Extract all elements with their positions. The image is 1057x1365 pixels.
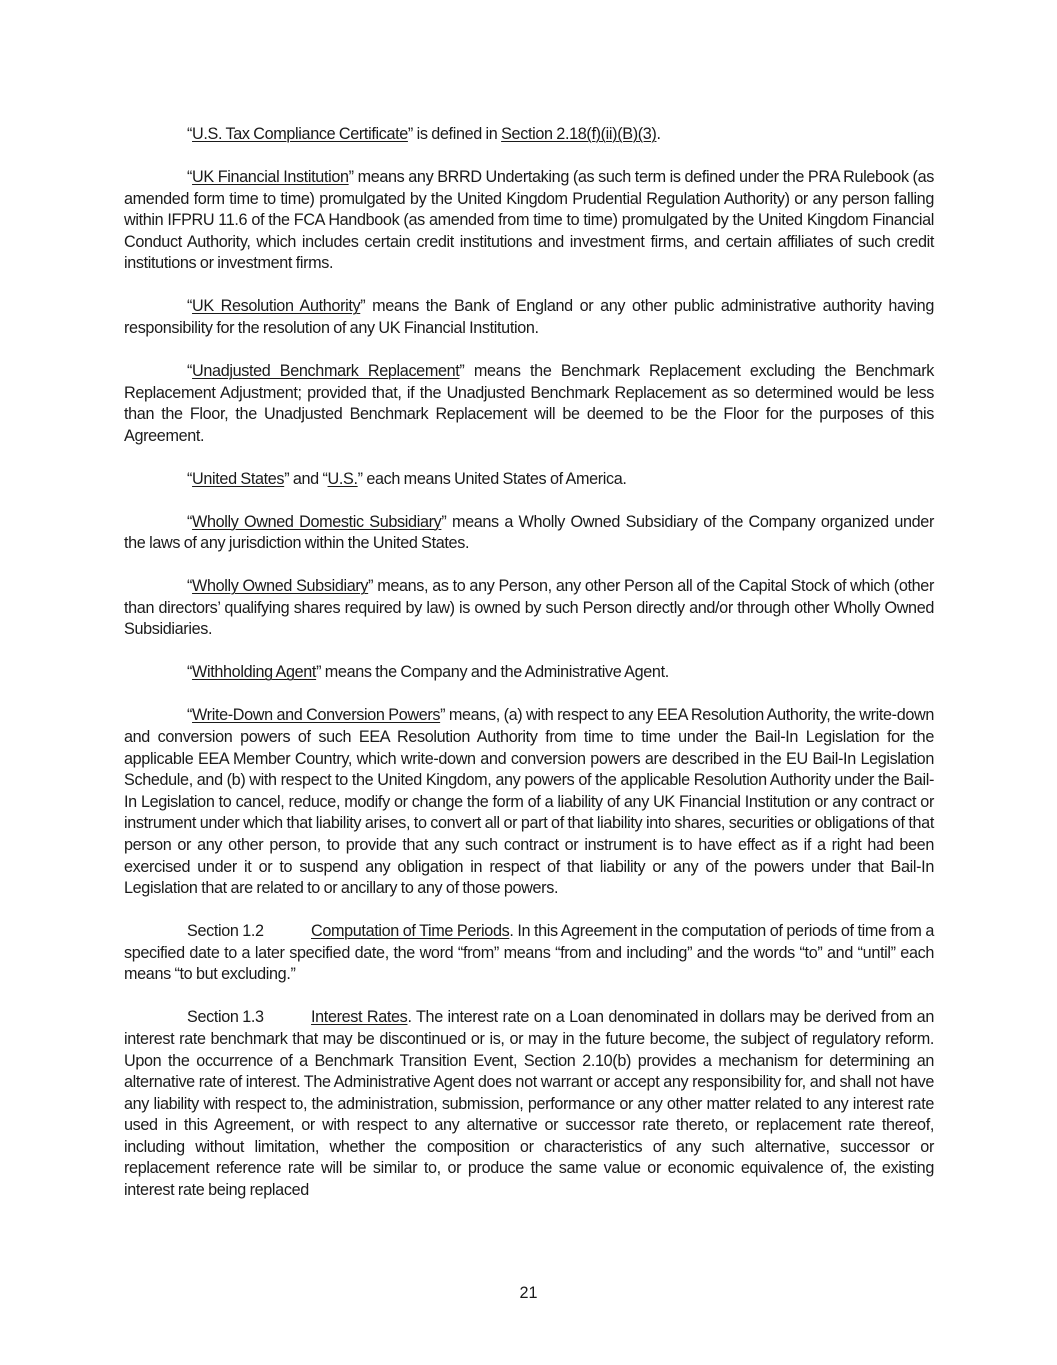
definition-text: . [656,125,661,143]
open-quote: “ [187,297,193,316]
definition-united-states [124,469,934,491]
close-quote: ” [440,706,446,725]
definition-text: means any BRRD Undertaking (as such term is defined under the PRA Rulebook (as amended form time to time) promulgated by the United Kingdom Prudential Regulation Authority) or any person falling within IFPRU 11.6 of the FCA Handbook (as amended from time to time) promulgated by the United Kingdom Financial Conduct Authority, which includes certain credit institutions and investment firms, and certain affiliates of such credit institutions or investment firms. [124,167,934,273]
open-quote: “ [187,125,193,143]
definition-withholding-agent [124,662,934,684]
open-quote: “ [187,706,193,725]
open-quote: “ [187,469,193,488]
definition-text: is defined in [412,125,502,143]
definition-uk-resolution-authority [124,296,934,339]
section-1-3 [124,1007,934,1201]
page-number: 21 [519,1284,538,1302]
close-quote: ” [407,125,413,143]
open-quote: “ [187,361,193,380]
close-quote: ” [360,297,366,316]
definition-us-tax-compliance-certificate [124,124,934,146]
defined-term: UK Financial Institution [192,167,349,186]
defined-term: U.S. [327,469,358,488]
definition-text: means the Company and the Administrative Agent. [321,663,669,682]
defined-term: Write-Down and Conversion Powers [192,706,441,725]
open-quote: “ [187,512,193,531]
definition-text: means, as to any Person, any other Person all of the Capital Stock of which (other than directors’ qualifying shares required by law) is owned by such Person directly and/or through other Wholly Owned Subsidiaries. [124,577,934,639]
defined-term: Unadjusted Benchmark Replacement [192,361,460,380]
close-quote: ” [348,167,354,186]
section-number: Section 1.3 [187,1008,264,1027]
defined-term: Wholly Owned Subsidiary [192,577,369,596]
definition-uk-financial-institution [124,167,934,275]
section-body: . In this Agreement in the computation of periods of time from a specified date to a later specified date, the word “from” means “from and including” and the words “to” and “until” each means “to but excluding.” [124,922,934,984]
close-quote: ” [368,577,374,596]
definition-text: each means United States of America. [362,469,627,488]
section-1-2 [124,921,934,986]
section-title: Computation of Time Periods [311,922,510,941]
open-quote: “ [187,663,193,682]
definition-text: means the Bank of England or any other public administrative authority having responsibility for the resolution of any UK Financial Institution. [124,297,934,337]
open-quote: “ [187,167,193,186]
definition-write-down-and-conversion-powers [124,705,934,899]
section-number: Section 1.2 [187,922,264,941]
open-quote: “ [187,577,193,596]
close-quote: ” [316,663,322,682]
defined-term: Wholly Owned Domestic Subsidiary [192,512,442,531]
definition-text: and [289,469,323,488]
defined-term: U.S. Tax Compliance Certificate [192,125,408,143]
close-quote: ” [441,512,447,531]
defined-term: UK Resolution Authority [192,297,361,316]
definition-wholly-owned-subsidiary [124,576,934,641]
open-quote: “ [322,469,328,488]
definition-text: means, (a) with respect to any EEA Resolution Authority, the write-down and conversion powers of such EEA Resolution Authority from time to time under the Bail-In Legislation for the applicable EEA Member Country, which write-down and conversion powers are described in the EU Bail-In Legislation Schedule, and (b) with respect to the United Kingdom, any powers of the applicable Resolution Authority under the Bail-In Legislation to cancel, reduce, modify or change the form of a liability of any UK Financial Institution or any contract or instrument under which that liability arises, to convert all or part of that liability into shares, securities or obligations of that person or any other person, to provide that any such contract or instrument is to have effect as if a right had been exercised under it or to suspend any obligation in respect of that liability or any of the powers under that Bail-In Legislation that are related to or ancillary to any of those powers. [124,706,934,898]
defined-term: Withholding Agent [192,663,317,682]
close-quote: ” [459,361,465,380]
close-quote: ” [357,469,363,488]
definition-text: means a Wholly Owned Subsidiary of the Company organized under the laws of any jurisdiction within the United States. [124,512,934,553]
definition-unadjusted-benchmark-replacement [124,361,934,447]
section-title: Interest Rates [311,1008,408,1027]
section-reference: Section 2.18(f)(ii)(B)(3) [501,125,657,143]
document-page [124,124,934,1223]
close-quote: ” [284,469,290,488]
defined-term: United States [192,469,285,488]
definition-text: means the Benchmark Replacement excluding the Benchmark Replacement Adjustment; provided that, if the Unadjusted Benchmark Replacement as so determined would be less than the Floor, the Unadjusted Benchmark Replacement will be deemed to be the Floor for the purposes of this Agreement. [124,361,934,445]
section-body: . The interest rate on a Loan denominated in dollars may be derived from an interest rate benchmark that may be discontinued or is, or may in the future become, the subject of regulatory reform. Upon the occurrence of a Benchmark Transition Event, Section 2.10(b) provides a mechanism for determining an alternative rate of interest. The Administrative Agent does not warrant or accept any responsibility for, and shall not have any liability with respect to, the administration, submission, performance or any other matter related to any interest rate used in this Agreement, or with respect to any alternative or successor rate thereto, or replacement rate thereof, including without limitation, whether the composition or characteristics of any such alternative, successor or replacement reference rate will be similar to, or produce the same value or economic equivalence of, the existing interest rate being replaced [124,1008,934,1200]
definition-wholly-owned-domestic-subsidiary [124,512,934,555]
